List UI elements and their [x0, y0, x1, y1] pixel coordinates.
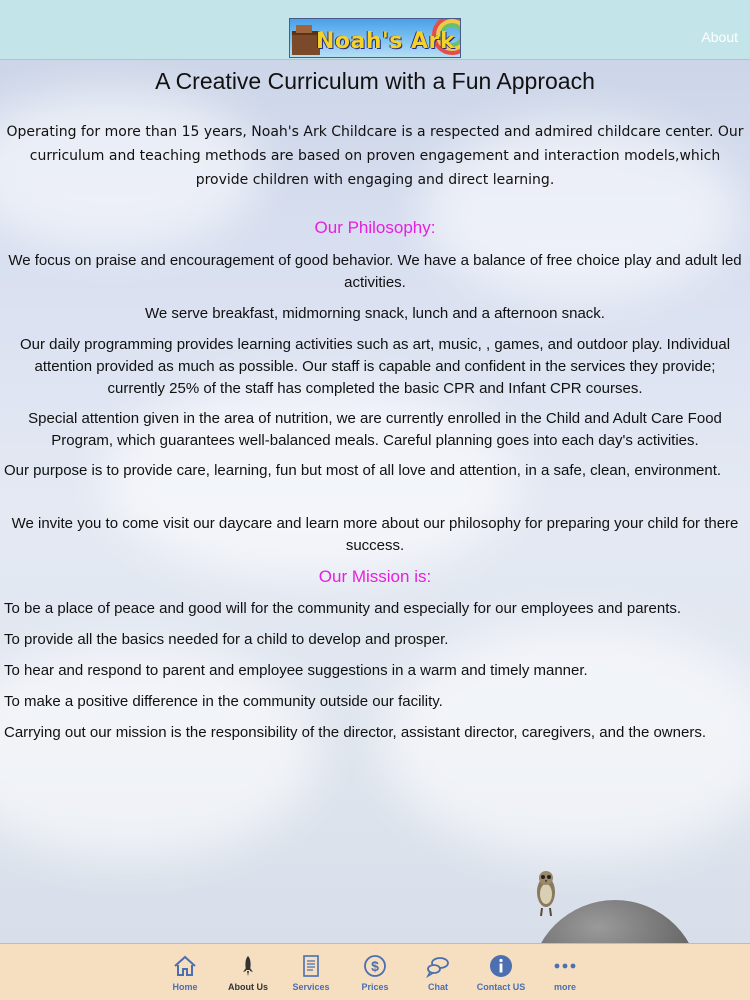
tab-label: Contact US	[476, 982, 526, 992]
about-link[interactable]: About	[701, 29, 738, 45]
logo[interactable]	[289, 18, 461, 58]
mission-item: To make a positive difference in the community outside our facility.	[4, 693, 443, 710]
tab-services[interactable]	[278, 944, 344, 1000]
mission-item: Carrying out our mission is the responsibility of the director, assistant director, caregivers, and the owners.	[4, 724, 706, 741]
svg-text:$: $	[371, 958, 379, 974]
tab-label: more	[553, 982, 576, 992]
intro-paragraph: Operating for more than 15 years, Noah's Ark Childcare is a respected and admired childcare center. Our curriculum and teaching methods are based on proven engagement and interaction models,which provide children with engaging and direct learning.	[6, 124, 744, 188]
tab-label: Services	[292, 982, 330, 992]
philosophy-paragraph: Special attention given in the area of nutrition, we are currently enrolled in the Child and Adult Care Food Program, which guarantees well-balanced meals. Careful planning goes into each day's activities.	[28, 410, 722, 449]
mission-heading: Our Mission is:	[318, 567, 432, 586]
rocket-icon	[236, 954, 260, 978]
philosophy-paragraph: We focus on praise and encouragement of good behavior. We have a balance of free choice play and adult led activities.	[8, 252, 742, 291]
document-icon	[299, 954, 323, 978]
tab-prices[interactable]	[342, 944, 408, 1000]
page-title: A Creative Curriculum with a Fun Approach	[155, 68, 595, 94]
philosophy-heading: Our Philosophy:	[314, 218, 436, 237]
chat-icon	[426, 954, 450, 978]
philosophy-paragraph: We serve breakfast, midmorning snack, lunch and a afternoon snack.	[145, 305, 605, 322]
tab-home[interactable]	[152, 944, 218, 1000]
philosophy-paragraph: Our daily programming provides learning activities such as art, music, , games, and outdoor play. Individual attention provided as much as possible. Our staff is capable and confident in the services they provide; currently 25% of the staff has completed the basic CPR and Infant CPR courses.	[19, 336, 731, 397]
home-icon	[173, 954, 197, 978]
mission-item: To hear and respond to parent and employee suggestions in a warm and timely manner.	[4, 662, 588, 679]
mission-item: To be a place of peace and good will for the community and especially for our employees and parents.	[4, 600, 682, 617]
owl-image	[533, 868, 559, 918]
more-icon	[553, 954, 577, 978]
dollar-icon	[363, 954, 387, 978]
tab-label: About Us	[228, 982, 268, 992]
info-icon	[489, 954, 513, 978]
tab-chat[interactable]	[405, 944, 471, 1000]
tab-label: Home	[172, 982, 198, 992]
mission-item: To provide all the basics needed for a child to develop and prosper.	[4, 631, 449, 648]
philosophy-paragraph: Our purpose is to provide care, learning, fun but most of all love and attention, in a safe, clean, environment.	[4, 462, 722, 479]
tab-label: Chat	[428, 982, 448, 992]
philosophy-paragraph: We invite you to come visit our daycare and learn more about our philosophy for preparing your child for there success.	[11, 515, 739, 554]
bottom-tab-bar	[0, 943, 750, 1000]
tab-label: Prices	[361, 982, 389, 992]
tab-more[interactable]	[532, 944, 598, 1000]
tab-about-us[interactable]	[215, 944, 281, 1000]
top-navigation-bar	[0, 0, 750, 60]
logo-text: Noah's Ark	[316, 29, 456, 54]
tab-contact-us[interactable]	[468, 944, 534, 1000]
